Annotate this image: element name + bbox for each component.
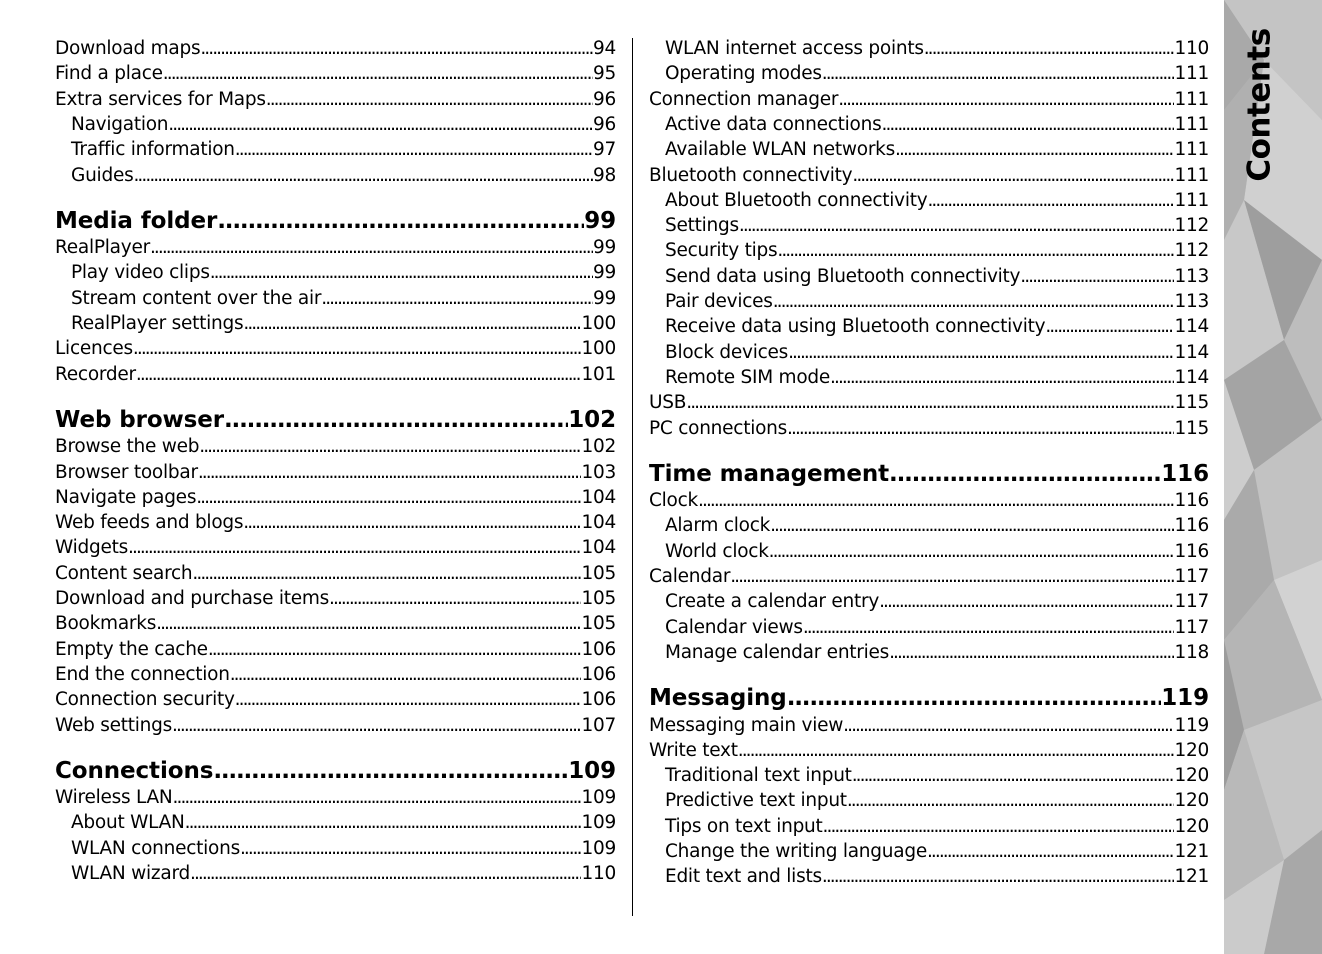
dot-leader: [698, 490, 1174, 511]
dot-leader: [1045, 316, 1174, 337]
toc-entry-title: Messaging: [649, 685, 787, 712]
dot-leader: [321, 288, 593, 309]
toc-page-number: 115: [1174, 417, 1209, 439]
toc-entry-title: Connections: [55, 757, 214, 784]
toc-entry-title: RealPlayer: [55, 237, 150, 259]
toc-entry-title: Clock: [649, 490, 699, 512]
toc-entry-title: Alarm clock: [665, 515, 771, 537]
toc-entry[interactable]: [649, 63, 1209, 84]
toc-page-number: 120: [1174, 739, 1209, 761]
toc-page-number: 104: [581, 486, 616, 508]
toc-entry-title: Web browser: [55, 406, 225, 433]
dot-leader: [822, 63, 1175, 84]
dot-leader: [224, 407, 568, 433]
toc-entry[interactable]: [55, 288, 616, 309]
side-tab-text: Contents: [1242, 28, 1278, 182]
dot-leader: [788, 342, 1174, 363]
dot-leader: [770, 515, 1174, 536]
dot-leader: [823, 816, 1175, 837]
toc-entry-title: Manage calendar entries: [665, 641, 890, 663]
toc-page-number: 105: [581, 588, 616, 609]
toc-page-number: 111: [1174, 189, 1209, 211]
toc-entry-title: Extra services for Maps: [55, 88, 266, 110]
toc-entry-title: Find a place: [55, 63, 163, 85]
toc-entry[interactable]: [55, 38, 616, 59]
dot-leader: [852, 765, 1175, 786]
toc-section-heading[interactable]: [649, 461, 1209, 487]
toc-entry-title: Browser toolbar: [55, 461, 198, 483]
toc-entry-title: Empty the cache: [55, 638, 208, 660]
toc-page-number: 94: [592, 38, 616, 59]
toc-entry[interactable]: [649, 139, 1209, 160]
toc-entry[interactable]: [649, 392, 1209, 413]
toc-page-number: 97: [592, 139, 616, 161]
toc-page-number: 117: [1174, 591, 1209, 613]
toc-entry-title: Navigation: [71, 113, 169, 135]
toc-page-number: 120: [1174, 765, 1209, 787]
dot-leader: [136, 364, 582, 385]
toc-page-number: 117: [1174, 616, 1209, 638]
dot-leader: [172, 715, 581, 736]
dot-leader: [1020, 266, 1174, 287]
dot-leader: [927, 190, 1174, 211]
toc-entry-title: Licences: [55, 338, 133, 360]
toc-entry[interactable]: [649, 790, 1209, 811]
toc-page-number: 95: [592, 63, 616, 85]
toc-page-number: 103: [581, 461, 616, 483]
dot-leader: [787, 685, 1162, 711]
toc-entry-title: Download maps: [55, 38, 201, 59]
column-divider: [632, 38, 633, 916]
toc-entry-title: Traditional text input: [665, 765, 852, 787]
dot-leader: [150, 237, 593, 258]
toc-entry[interactable]: [649, 617, 1209, 638]
dot-leader: [266, 89, 593, 110]
toc-entry-title: Bookmarks: [55, 613, 157, 635]
toc-entry[interactable]: [649, 841, 1209, 862]
toc-entry[interactable]: [55, 588, 616, 609]
dot-leader: [852, 165, 1174, 186]
toc-entry-title: Time management: [649, 460, 890, 487]
toc-entry[interactable]: [55, 537, 616, 558]
toc-page-number: 111: [1174, 63, 1209, 85]
dot-leader: [686, 392, 1174, 413]
toc-page-number: 116: [1174, 490, 1209, 512]
toc-entry[interactable]: [55, 165, 616, 186]
side-tab-label: [1240, 20, 1280, 190]
toc-entry[interactable]: [55, 512, 616, 533]
toc-section-heading[interactable]: [55, 208, 616, 234]
toc-page-number: 111: [1174, 88, 1209, 110]
toc-page-number: 118: [1174, 641, 1209, 663]
toc-entry[interactable]: [649, 765, 1209, 786]
toc-entry-title: Play video clips: [71, 262, 210, 284]
toc-entry-title: WLAN internet access points: [665, 38, 924, 59]
toc-page-number: 116: [1161, 460, 1209, 487]
toc-entry-title: Available WLAN networks: [665, 139, 896, 161]
toc-page-number: 99: [592, 287, 616, 309]
toc-entry[interactable]: [55, 462, 616, 483]
toc-entry[interactable]: [649, 38, 1209, 59]
toc-entry[interactable]: [55, 364, 616, 385]
toc-page-number: 105: [581, 613, 616, 635]
toc-entry-title: Write text: [649, 739, 738, 761]
toc-entry[interactable]: [649, 367, 1209, 388]
toc-entry[interactable]: [55, 139, 616, 160]
toc-entry[interactable]: [55, 715, 616, 736]
toc-entry-title: Traffic information: [71, 139, 235, 161]
toc-entry[interactable]: [55, 812, 616, 833]
toc-page-number: 110: [1174, 38, 1209, 59]
toc-entry[interactable]: [55, 89, 616, 110]
toc-entry-title: Calendar views: [665, 616, 803, 638]
dot-leader: [185, 812, 582, 833]
toc-entry-title: USB: [649, 392, 687, 414]
toc-section-heading[interactable]: [55, 407, 616, 433]
toc-page-number: 114: [1174, 341, 1209, 363]
toc-entry-title: Web settings: [55, 714, 172, 736]
toc-entry[interactable]: [649, 342, 1209, 363]
dot-leader: [200, 38, 593, 59]
dot-leader: [210, 262, 593, 283]
toc-page-number: 106: [581, 638, 616, 660]
toc-entry-title: RealPlayer settings: [71, 313, 244, 334]
dot-leader: [235, 139, 593, 160]
toc-page-number: 100: [581, 338, 616, 360]
toc-entry-title: Settings: [665, 215, 739, 237]
toc-entry[interactable]: [649, 740, 1209, 761]
toc-entry[interactable]: [55, 639, 616, 660]
dot-leader: [173, 787, 582, 808]
toc-page-number: 100: [581, 313, 616, 334]
toc-page-number: 102: [568, 406, 616, 433]
toc-entry-title: Predictive text input: [665, 790, 847, 812]
toc-entry[interactable]: [55, 613, 616, 634]
toc-entry-title: Stream content over the air: [71, 287, 322, 309]
dot-leader: [803, 617, 1175, 638]
toc-entry-title: Connection manager: [649, 88, 839, 110]
toc-entry[interactable]: [55, 863, 616, 884]
dot-leader: [217, 208, 584, 234]
toc-page-number: 117: [1174, 566, 1209, 587]
toc-page-number: 96: [592, 88, 616, 110]
toc-entry[interactable]: [649, 240, 1209, 261]
toc-page-number: 99: [592, 262, 616, 284]
toc-entry-title: About Bluetooth connectivity: [665, 189, 928, 211]
toc-page-number: 104: [581, 537, 616, 559]
dot-leader: [230, 664, 582, 685]
toc-page-number: 113: [1174, 265, 1209, 287]
toc-page-number: 107: [581, 714, 616, 736]
toc-page-number: 111: [1174, 164, 1209, 186]
toc-entry[interactable]: [55, 563, 616, 584]
toc-entry[interactable]: [649, 215, 1209, 236]
toc-entry[interactable]: [649, 418, 1209, 439]
toc-page-number: 119: [1161, 685, 1209, 712]
toc-entry-title: Remote SIM mode: [665, 366, 831, 388]
toc-page-number: 106: [581, 663, 616, 685]
toc-page-number: 104: [581, 512, 616, 534]
toc-page-number: 121: [1174, 866, 1209, 888]
toc-page-number: 109: [581, 837, 616, 859]
dot-leader: [889, 642, 1174, 663]
dot-leader: [830, 367, 1174, 388]
dot-leader: [133, 338, 582, 359]
toc-entry-title: Recorder: [55, 363, 136, 385]
toc-page-number: 99: [584, 207, 616, 234]
dot-leader: [773, 291, 1175, 312]
toc-entry[interactable]: [649, 266, 1209, 287]
dot-leader: [190, 863, 581, 884]
dot-leader: [235, 689, 582, 710]
dot-leader: [329, 588, 581, 609]
dot-leader: [133, 165, 592, 186]
toc-page-number: 120: [1174, 815, 1209, 837]
toc-entry[interactable]: [55, 313, 616, 334]
dot-leader: [927, 841, 1174, 862]
dot-leader: [838, 89, 1174, 110]
toc-entry-title: Edit text and lists: [665, 866, 822, 888]
toc-entry[interactable]: [55, 664, 616, 685]
toc-entry[interactable]: [649, 515, 1209, 536]
toc-page-number: 113: [1174, 291, 1209, 312]
toc-entry[interactable]: [649, 316, 1209, 337]
toc-entry[interactable]: [55, 338, 616, 359]
toc-entry-title: End the connection: [55, 663, 230, 685]
toc-entry[interactable]: [649, 541, 1209, 562]
toc-entry-title: Wireless LAN: [55, 787, 173, 809]
toc-entry[interactable]: [649, 165, 1209, 186]
toc-entry[interactable]: [55, 787, 616, 808]
toc-entry-title: Block devices: [665, 341, 789, 363]
dot-leader: [787, 418, 1174, 439]
dot-leader: [156, 613, 581, 634]
dot-leader: [822, 866, 1175, 887]
dot-leader: [128, 537, 581, 558]
toc-entry-title: Download and purchase items: [55, 588, 330, 609]
toc-entry[interactable]: [649, 490, 1209, 511]
dot-leader: [196, 487, 581, 508]
toc-page-number: 105: [581, 562, 616, 584]
toc-entry-title: WLAN connections: [71, 837, 240, 859]
toc-entry-title: Tips on text input: [665, 815, 823, 837]
dot-leader: [163, 63, 593, 84]
toc-entry[interactable]: [55, 63, 616, 84]
toc-entry[interactable]: [55, 262, 616, 283]
toc-entry[interactable]: [649, 114, 1209, 135]
toc-entry[interactable]: [55, 487, 616, 508]
dot-leader: [240, 838, 581, 859]
toc-entry-title: World clock: [665, 540, 769, 562]
toc-page-number: 98: [592, 164, 616, 186]
dot-leader: [739, 215, 1175, 236]
toc-entry-title: Messaging main view: [649, 714, 844, 736]
toc-entry[interactable]: [649, 89, 1209, 110]
toc-entry-title: Navigate pages: [55, 486, 197, 508]
toc-entry-title: Receive data using Bluetooth connectivity: [665, 316, 1046, 338]
toc-entry-title: Bluetooth connectivity: [649, 164, 853, 186]
toc-page-number: 112: [1174, 240, 1209, 262]
dot-leader: [192, 563, 581, 584]
toc-entry[interactable]: [55, 436, 616, 457]
dot-leader: [243, 313, 581, 334]
toc-page-number: 109: [581, 812, 616, 834]
toc-entry[interactable]: [649, 190, 1209, 211]
dot-leader: [889, 461, 1161, 487]
toc-entry[interactable]: [649, 642, 1209, 663]
toc-page-number: 96: [592, 113, 616, 135]
toc-page-number: 110: [581, 863, 616, 884]
dot-leader: [843, 715, 1174, 736]
dot-leader: [777, 240, 1174, 261]
toc-entry-title: Media folder: [55, 207, 218, 234]
toc-entry[interactable]: [55, 838, 616, 859]
toc-entry[interactable]: [55, 689, 616, 710]
toc-page-number: 116: [1174, 540, 1209, 562]
toc-page-number: 99: [592, 237, 616, 259]
toc-page-number: 119: [1174, 714, 1209, 736]
toc-page-number: 102: [581, 436, 616, 458]
toc-entry[interactable]: [649, 566, 1209, 587]
dot-leader: [895, 139, 1174, 160]
dot-leader: [879, 591, 1174, 612]
toc-page-number: 114: [1174, 366, 1209, 388]
dot-leader: [924, 38, 1175, 59]
toc-entry[interactable]: [649, 591, 1209, 612]
dot-leader: [208, 639, 582, 660]
dot-leader: [847, 790, 1175, 811]
toc-entry-title: Change the writing language: [665, 841, 927, 862]
toc-entry-title: Calendar: [649, 566, 731, 587]
toc-section-heading[interactable]: [55, 758, 616, 784]
dot-leader: [769, 541, 1175, 562]
toc-entry[interactable]: [649, 715, 1209, 736]
toc-entry[interactable]: [649, 866, 1209, 887]
dot-leader: [199, 436, 581, 457]
toc-page-number: 109: [581, 787, 616, 809]
dot-leader: [243, 512, 581, 533]
toc-page-number: 106: [581, 689, 616, 711]
toc-page-number: 120: [1174, 790, 1209, 812]
dot-leader: [198, 462, 582, 483]
dot-leader: [881, 114, 1174, 135]
dot-leader: [168, 114, 593, 135]
toc-entry[interactable]: [55, 237, 616, 258]
toc-entry-title: Widgets: [55, 537, 129, 559]
dot-leader: [730, 566, 1174, 587]
toc-entry-title: Create a calendar entry: [665, 591, 880, 613]
toc-entry[interactable]: [649, 816, 1209, 837]
dot-leader: [738, 740, 1175, 761]
toc-entry-title: Web feeds and blogs: [55, 512, 244, 534]
toc-page-number: 121: [1174, 841, 1209, 862]
toc-page-number: 109: [568, 757, 616, 784]
toc-entry-title: WLAN wizard: [71, 863, 190, 884]
toc-entry-title: Content search: [55, 562, 193, 584]
toc-page-number: 112: [1174, 215, 1209, 237]
toc-page-number: 101: [581, 363, 616, 385]
toc-page-number: 115: [1174, 392, 1209, 414]
toc-entry-title: Security tips: [665, 240, 778, 262]
toc-page-number: 114: [1174, 316, 1209, 338]
toc-entry[interactable]: [649, 291, 1209, 312]
toc-entry-title: PC connections: [649, 417, 788, 439]
toc-entry[interactable]: [55, 114, 616, 135]
toc-entry-title: Pair devices: [665, 291, 773, 312]
toc-entry-title: Browse the web: [55, 436, 200, 458]
toc-entry-title: Active data connections: [665, 113, 882, 135]
dot-leader: [213, 758, 568, 784]
toc-entry-title: About WLAN: [71, 812, 185, 834]
toc-entry-title: Operating modes: [665, 63, 822, 85]
toc-entry-title: Send data using Bluetooth connectivity: [665, 265, 1021, 287]
toc-page-number: 116: [1174, 515, 1209, 537]
toc-entry-title: Guides: [71, 164, 134, 186]
toc-page-number: 111: [1174, 113, 1209, 135]
toc-section-heading[interactable]: [649, 685, 1209, 711]
toc-entry-title: Connection security: [55, 689, 235, 711]
toc-page-number: 111: [1174, 139, 1209, 161]
